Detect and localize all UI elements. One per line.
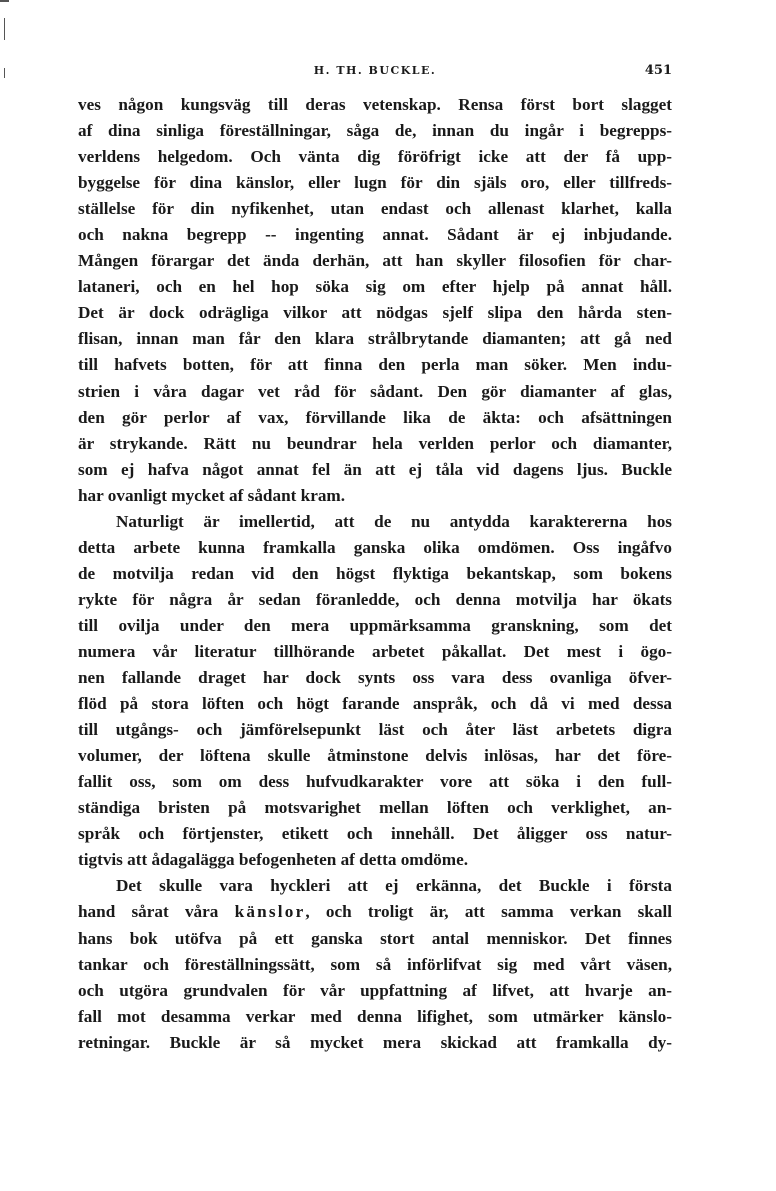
text-line: har ovanligt mycket af sådant kram. (78, 485, 346, 505)
line-segment: , och troligt är, att samma verkan skall (305, 902, 672, 922)
body-text (78, 92, 672, 1056)
text-line: Mången förargar det ända derhän, att han skyller filosofien för char- (78, 251, 672, 271)
text-line: fallit oss, som om dess hufvudkarakter vore att söka i den full- (78, 772, 672, 792)
text-line: och utgöra grundvalen för vår uppfattning af lifvet, att hvarje an- (78, 980, 672, 1000)
scan-edge-mark (4, 18, 5, 40)
scan-edge-mark (0, 0, 9, 2)
text-line: flöd på stora löften och högt farande anspråk, och då vi med dessa (78, 694, 672, 714)
text-line: ställelse för din nyfikenhet, utan endast och allenast klarhet, kalla (78, 199, 672, 219)
page-number: 451 (644, 63, 672, 78)
text-line-with-emphasis (78, 899, 672, 925)
text-line: hans bok utöfva på ett ganska stort antal menniskor. Det finnes (78, 928, 672, 948)
text-line: Det är dock odrägliga vilkor att nödgas sjelf slipa den hårda sten- (78, 303, 672, 323)
text-line: som ej hafva något annat fel än att ej tåla vid dagens ljus. Buckle (78, 459, 672, 479)
line-segment: hand sårat våra (78, 902, 235, 922)
text-line: ves någon kungsväg till deras vetenskap. Rensa först bort slagget (78, 95, 672, 114)
text-line: Det skulle vara hyckleri att ej erkänna, det Buckle i första (116, 876, 672, 896)
text-line: språk och förtjenster, etikett och innehåll. Det åligger oss natur- (78, 824, 672, 844)
text-line: retningar. Buckle är så mycket mera skickad att framkalla dy- (78, 1032, 672, 1052)
text-line: Naturligt är imellertid, att de nu antydda karaktererna hos (116, 511, 672, 531)
text-line: är strykande. Rätt nu beundrar hela verlden perlor och diamanter, (78, 433, 672, 453)
text-line: volumer, der löftena skulle åtminstone delvis inlösas, har det före- (78, 746, 672, 766)
text-line: af dina sinliga föreställningar, såga de, innan du ingår i begrepps- (78, 121, 672, 141)
text-line: de motvilja redan vid den högst flyktiga bekantskap, som bokens (78, 563, 672, 583)
text-line: till hafvets botten, för att finna den perla man söker. Men indu- (78, 355, 672, 375)
text-line: strien i våra dagar vet råd för sådant. Den gör diamanter af glas, (78, 381, 672, 401)
spaced-emphasis: känslor (234, 902, 306, 922)
text-line: den gör perlor af vax, förvillande lika de äkta: och afsättningen (78, 407, 672, 427)
text-line: fall mot desamma verkar med denna lifighet, som utmärker känslo- (78, 1006, 672, 1026)
text-line: byggelse för dina känslor, eller lugn för din själs oro, eller tillfreds- (78, 173, 672, 193)
text-line: och nakna begrepp -- ingenting annat. Sådant är ej inbjudande. (78, 225, 672, 245)
text-line: till utgångs- och jämförelsepunkt läst och åter läst arbetets digra (78, 720, 672, 740)
text-line: rykte för några år sedan föranledde, och denna motvilja har ökats (78, 589, 672, 609)
text-line: ständiga bristen på motsvarighet mellan löften och verklighet, an- (78, 798, 672, 818)
text-line: lataneri, och en hel hop söka sig om efter hjelp på annat håll. (78, 277, 672, 297)
text-line: flisan, innan man får den klara strålbrytande diamanten; att gå ned (78, 329, 672, 349)
text-line: tankar och föreställningssätt, som så införlifvat sig med vårt väsen, (78, 954, 672, 974)
text-line: detta arbete kunna framkalla ganska olika omdömen. Oss ingåfvo (78, 537, 672, 557)
text-line: nen fallande draget har dock synts oss vara dess ovanliga öfver- (78, 668, 672, 688)
text-line: till ovilja under den mera uppmärksamma granskning, som det (78, 615, 672, 635)
scan-edge-mark (4, 68, 5, 78)
text-line: numera vår literatur tillhörande arbetet påkallat. Det mest i ögo- (78, 641, 672, 661)
running-head (78, 64, 672, 82)
running-title: H. TH. BUCKLE. (313, 64, 437, 77)
text-line: verldens helgedom. Och vänta dig föröfrigt icke att der få upp- (78, 147, 672, 167)
text-line: tigtvis att ådagalägga befogenheten af detta omdöme. (78, 850, 469, 870)
